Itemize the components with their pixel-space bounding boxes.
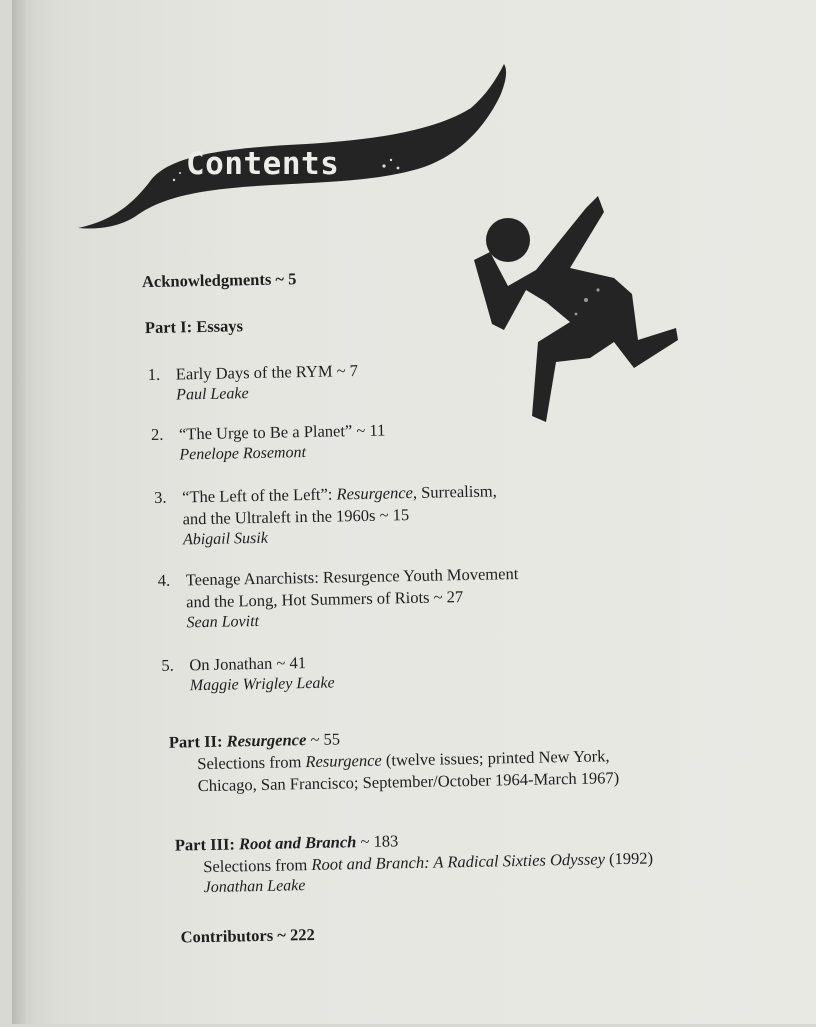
essay-author: Maggie Wrigley Leake [189,674,335,695]
essay-title-line2[interactable]: and the Ultraleft in the 1960s ~ 15 [182,505,410,529]
essay-number: 2. [150,424,164,445]
part2-description: Selections from Resurgence (twelve issues; printed New York, [197,746,610,774]
part2-description-line2: Chicago, San Francisco; September/October 1964-March 1967) [197,768,620,796]
essay-author: Abigail Susik [182,529,269,549]
toc-part2-heading[interactable]: Part II: Resurgence ~ 55 [168,729,341,752]
toc-acknowledgments[interactable]: Acknowledgments ~ 5 [141,269,297,292]
part3-description: Selections from Root and Branch: A Radical Sixties Odyssey (1992) [203,848,654,877]
essay-title[interactable]: Teenage Anarchists: Resurgence Youth Movement [185,563,519,590]
essay-number: 4. [157,570,171,590]
essay-number: 5. [161,655,174,675]
essay-number: 3. [153,487,167,507]
essay-author: Paul Leake [176,385,249,404]
essay-title-line2[interactable]: and the Long, Hot Summers of Riots ~ 27 [186,587,464,612]
part3-author: Jonathan Leake [203,877,306,897]
toc-part3-heading[interactable]: Part III: Root and Branch ~ 183 [174,831,399,855]
essay-title[interactable]: On Jonathan ~ 41 [189,653,307,675]
essay-number: 1. [147,364,161,385]
contents-heading: Contents [186,146,340,182]
essay-title[interactable]: “The Urge to Be a Planet” ~ 11 [178,420,386,444]
essay-title[interactable]: “The Left of the Left”: Resurgence, Surrealism, [181,481,497,507]
toc-part1-heading[interactable]: Part I: Essays [144,316,244,338]
essay-author: Sean Lovitt [186,612,260,632]
essay-author: Penelope Rosemont [179,444,307,464]
toc-contributors[interactable]: Contributors ~ 222 [180,924,315,947]
essay-title[interactable]: Early Days of the RYM ~ 7 [175,361,359,384]
